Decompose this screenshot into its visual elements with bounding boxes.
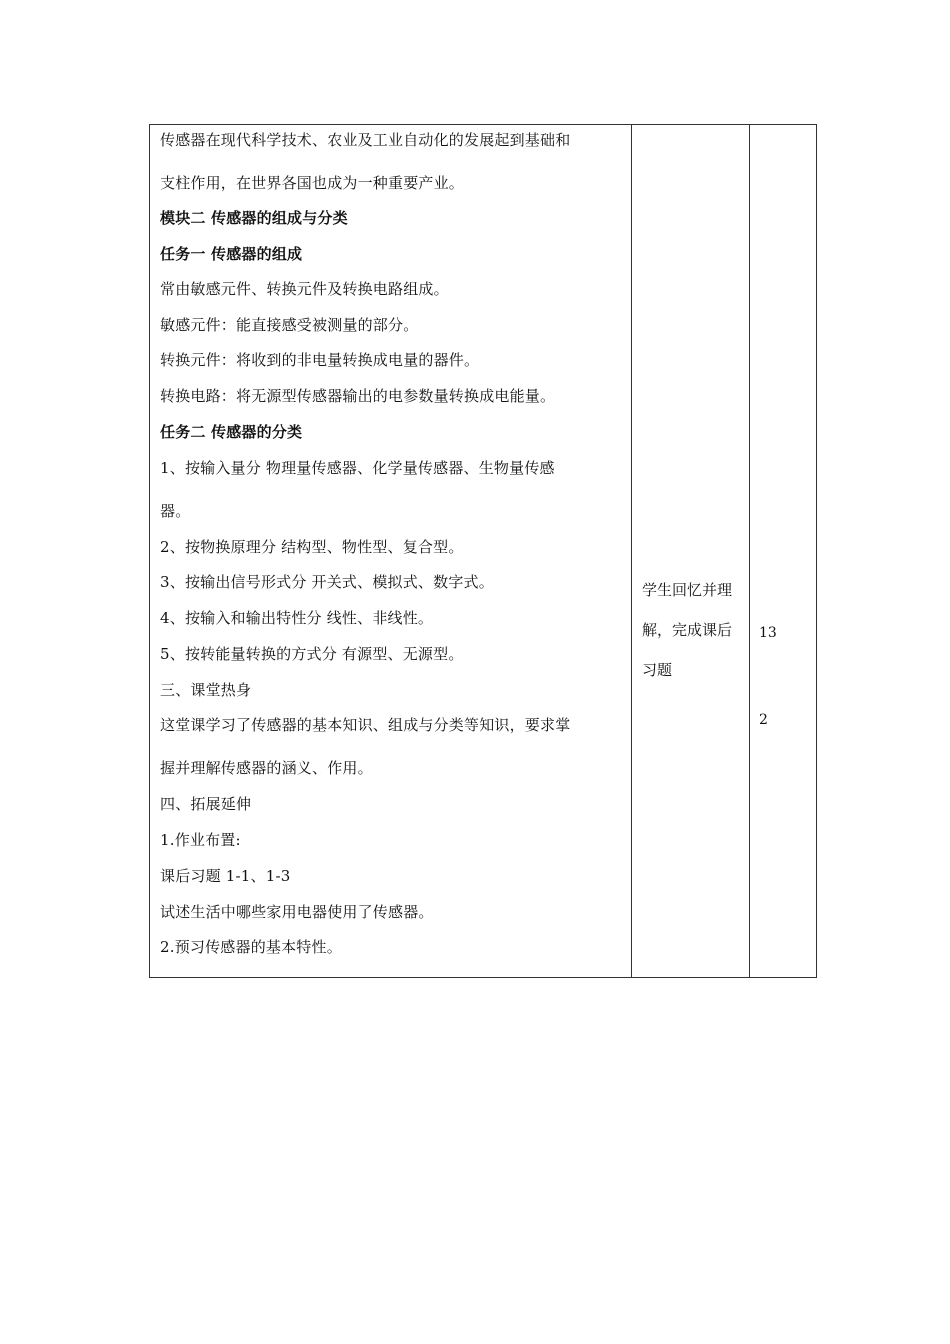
content-line: 试述生活中哪些家用电器使用了传感器。 (160, 903, 434, 921)
content-line: 支柱作用，在世界各国也成为一种重要产业。 (160, 174, 465, 192)
section-heading: 模块二 传感器的组成与分类 (160, 209, 348, 227)
time-value: 13 (759, 625, 777, 641)
content-line: 三、课堂热身 (160, 681, 252, 699)
table-row (150, 125, 817, 978)
teaching-content-cell (150, 125, 632, 978)
lesson-plan-table (149, 124, 817, 978)
content-line: 3、按输出信号形式分 开关式、模拟式、数字式。 (160, 573, 494, 591)
content-line: 传感器在现代科学技术、农业及工业自动化的发展起到基础和 (160, 131, 571, 149)
teaching-content (150, 125, 631, 977)
activity-line: 习题 (642, 661, 673, 679)
content-line: 常由敏感元件、转换元件及转换电路组成。 (160, 280, 449, 298)
content-line: 转换电路：将无源型传感器输出的电参数量转换成电能量。 (160, 387, 556, 405)
content-line: 器。 (160, 502, 191, 520)
content-line: 2.预习传感器的基本特性。 (160, 938, 342, 956)
content-line: 1、按输入量分 物理量传感器、化学量传感器、生物量传感 (160, 459, 555, 477)
content-line: 四、拓展延伸 (160, 795, 252, 813)
content-line: 转换元件：将收到的非电量转换成电量的器件。 (160, 351, 480, 369)
section-heading: 任务二 传感器的分类 (160, 423, 303, 441)
content-line: 1.作业布置: (160, 831, 241, 849)
content-line: 4、按输入和输出特性分 线性、非线性。 (160, 609, 434, 627)
time-cell (750, 125, 817, 978)
content-line: 握并理解传感器的涵义、作用。 (160, 759, 373, 777)
activity-line: 学生回忆并理 (642, 581, 733, 599)
activity-line: 解，完成课后 (642, 621, 733, 639)
time-value: 2 (759, 712, 768, 728)
content-line: 课后习题 1-1、1-3 (160, 867, 291, 885)
section-heading: 任务一 传感器的组成 (160, 245, 303, 263)
content-line: 敏感元件：能直接感受被测量的部分。 (160, 316, 419, 334)
content-line: 5、按转能量转换的方式分 有源型、无源型。 (160, 645, 464, 663)
content-line: 2、按物换原理分 结构型、物性型、复合型。 (160, 538, 464, 556)
content-line: 这堂课学习了传感器的基本知识、组成与分类等知识，要求掌 (160, 716, 571, 734)
student-activity-text (642, 570, 747, 690)
student-activity-cell (632, 125, 750, 978)
